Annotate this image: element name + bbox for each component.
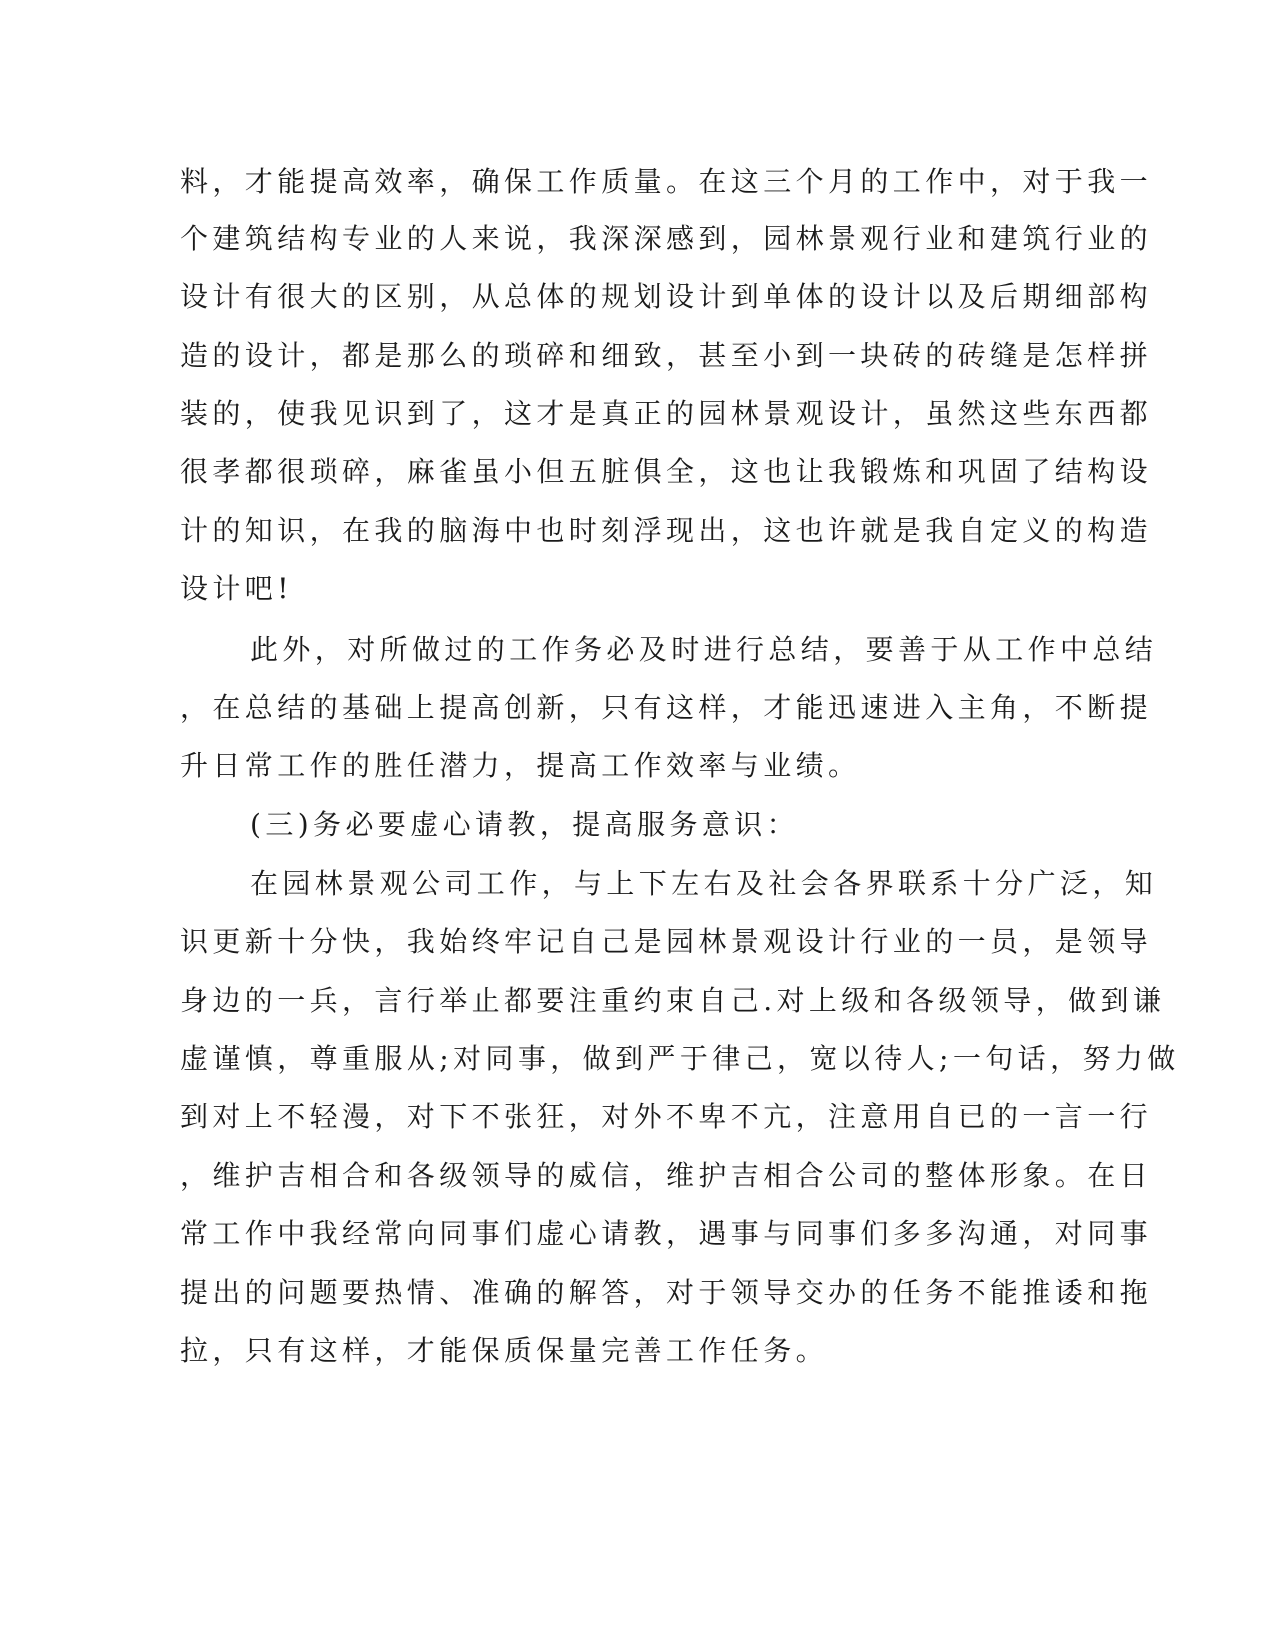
text-line: 设计有很大的区别，从总体的规划设计到单体的设计以及后期细部构 xyxy=(180,280,1153,313)
text-line: 料，才能提高效率，确保工作质量。在这三个月的工作中，对于我一 xyxy=(180,165,1153,198)
text-line: 拉，只有这样，才能保质保量完善工作任务。 xyxy=(180,1334,829,1367)
text-line: 升日常工作的胜任潜力，提高工作效率与业绩。 xyxy=(180,749,861,782)
text-line: 常工作中我经常向同事们虚心请教，遇事与同事们多多沟通，对同事 xyxy=(180,1217,1153,1250)
text-line: 身边的一兵，言行举止都要注重约束自己.对上级和各级领导，做到谦 xyxy=(180,984,1166,1017)
text-line: 计的知识，在我的脑海中也时刻浮现出，这也许就是我自定义的构造 xyxy=(180,514,1153,547)
text-line: 设计吧! xyxy=(180,572,293,605)
paragraph-first-line: 在园林景观公司工作，与上下左右及社会各界联系十分广泛，知 xyxy=(250,867,1158,900)
text-line: 很孝都很琐碎，麻雀虽小但五脏俱全，这也让我锻炼和巩固了结构设 xyxy=(180,455,1153,488)
section-heading: (三)务必要虚心请教，提高服务意识： xyxy=(250,808,800,841)
text-line: 造的设计，都是那么的琐碎和细致，甚至小到一块砖的砖缝是怎样拼 xyxy=(180,339,1153,372)
text-line: 装的，使我见识到了，这才是真正的园林景观设计，虽然这些东西都 xyxy=(180,397,1153,430)
text-line: 识更新十分快，我始终牢记自己是园林景观设计行业的一员，是领导 xyxy=(180,925,1153,958)
text-line: ，维护吉相合和各级领导的威信，维护吉相合公司的整体形象。在日 xyxy=(180,1159,1153,1192)
paragraph-first-line: 此外，对所做过的工作务必及时进行总结，要善于从工作中总结 xyxy=(250,633,1158,666)
text-line: 提出的问题要热情、准确的解答，对于领导交办的任务不能推诿和拖 xyxy=(180,1276,1153,1309)
text-line: 个建筑结构专业的人来说，我深深感到，园林景观行业和建筑行业的 xyxy=(180,222,1153,255)
text-line: ，在总结的基础上提高创新，只有这样，才能迅速进入主角，不断提 xyxy=(180,691,1153,724)
text-line: 虚谨慎，尊重服从;对同事，做到严于律己，宽以待人;一句话，努力做 xyxy=(180,1042,1180,1075)
text-line: 到对上不轻漫，对下不张狂，对外不卑不亢，注意用自已的一言一行 xyxy=(180,1100,1153,1133)
